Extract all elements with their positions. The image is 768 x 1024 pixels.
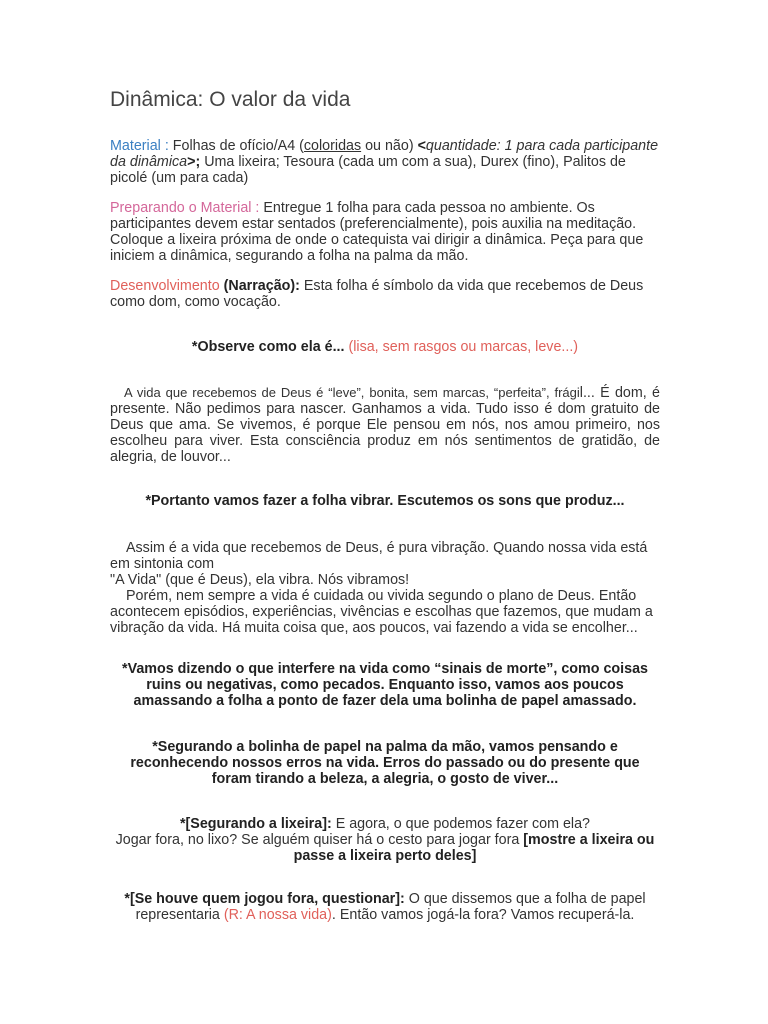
material-coloridas: coloridas [303, 138, 362, 154]
material-bracket: < [417, 138, 426, 154]
se-houve-text2: . Então vamos jogá-la fora? Vamos recuperá-la. [331, 907, 635, 923]
material-bracket: >; [187, 154, 201, 170]
se-houve-red: (R: A nossa vida) [223, 907, 332, 923]
material-paragraph [110, 138, 660, 186]
preparando-text: Entregue 1 folha para cada pessoa no ambiente. Os participantes devem estar sentados (preferencialmente), pois auxilia na meditação. Coloque a lixeira próxima de onde o catequista vai dirigir a dinâmica. Peça para que iniciem a dinâmica, segurando a folha na palma da mão. [110, 200, 644, 264]
assim-line3: Porém, nem sempre a vida é cuidada ou vivida segundo o plano de Deus. Então acontecem episódios, experiências, vivências e escolhas que fazemos, que mudam a vibração da vida. Há muita coisa que, aos poucos, vai fazendo a vida se encolher... [110, 588, 653, 636]
desenvolvimento-paragraph [110, 278, 660, 310]
page-title: Dinâmica: O valor da vida [110, 88, 351, 111]
desenvolvimento-label: Desenvolvimento [110, 278, 220, 294]
se-houve-bold: *[Se houve quem jogou fora, questionar]: [124, 891, 405, 907]
assim-line1: Assim é a vida que recebemos de Deus, é pura vibração. Quando nossa vida está em sintonia com [110, 540, 648, 572]
narracao-label: (Narração): [219, 278, 300, 294]
preparando-paragraph [110, 200, 660, 264]
vida-paragraph [110, 385, 660, 465]
material-quantidade: quantidade: 1 para cada participante da dinâmica [110, 138, 659, 170]
material-text: Uma lixeira; Tesoura (cada um com a sua), Durex (fino), Palitos de picolé (um para cada) [110, 154, 626, 186]
se-houve-paragraph [110, 891, 660, 923]
observe-red: (lisa, sem rasgos ou marcas, leve...) [344, 339, 579, 355]
segurando-lixeira-bold: *[Segurando a lixeira]: [179, 816, 332, 832]
material-text: Folhas de ofício/A4 ( [168, 138, 304, 154]
assim-line2: "A Vida" (que é Deus), ela vibra. Nós vibramos! [110, 572, 410, 588]
preparando-label: Preparando o Material : [110, 200, 260, 216]
se-houve-text1: O que dissemos que a folha de papel representaria [135, 891, 646, 923]
vida-small-text: A vida que recebemos de Deus é “leve”, bonita, sem marcas, “perfeita”, frági [124, 385, 580, 400]
material-label: Material : [110, 138, 169, 154]
segurando-bolinha-paragraph: *Segurando a bolinha de papel na palma da mão, vamos pensando e reconhecendo nossos erros na vida. Erros do passado ou do presente que foram tirando a beleza, a alegria, o gosto de viver... [130, 739, 640, 787]
material-text: ou não) [361, 138, 418, 154]
portanto-paragraph: *Portanto vamos fazer a folha vibrar. Escutemos os sons que produz... [145, 493, 625, 509]
vida-text: l... É dom, é presente. Não pedimos para nascer. Ganhamos a vida. Tudo isso é dom gratuito de Deus que ama. Se vivemos, é porque Ele pensou em nós, nos amou primeiro, nos escolheu para viver. Esta consciência produz em nós sentimentos de gratidão, de alegria, de louvor... [110, 385, 660, 465]
segurando-lixeira-text2: Jogar fora, no lixo? Se alguém quiser há o cesto para jogar fora [115, 832, 524, 848]
segurando-lixeira-bold2: [mostre a lixeira ou passe a lixeira perto deles] [293, 832, 655, 864]
vamos-dizendo-paragraph: *Vamos dizendo o que interfere na vida como “sinais de morte”, como coisas ruins ou negativas, como pecados. Enquanto isso, vamos aos poucos amassando a folha a ponto de fazer dela uma bolinha de papel amassado. [122, 661, 648, 709]
desenvolvimento-text: Esta folha é símbolo da vida que recebemos de Deus como dom, como vocação. [110, 278, 644, 310]
observe-paragraph [110, 339, 660, 355]
observe-bold: *Observe como ela é... [191, 339, 345, 355]
segurando-lixeira-text: E agora, o que podemos fazer com ela? [331, 816, 591, 832]
assim-paragraph [110, 540, 660, 636]
segurando-lixeira-paragraph [110, 816, 660, 864]
